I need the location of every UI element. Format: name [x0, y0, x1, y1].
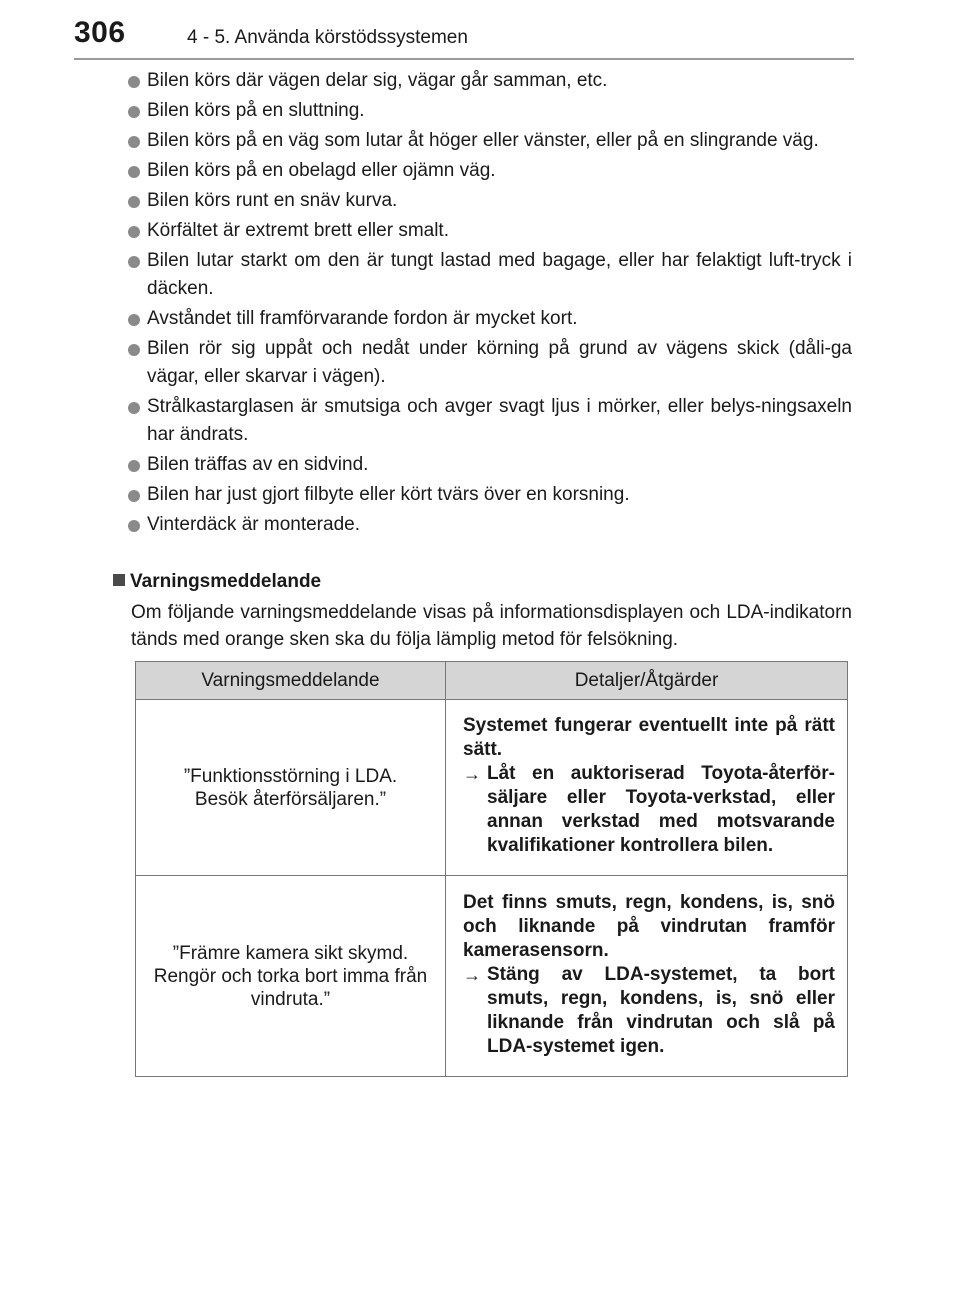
action-text: Stäng av LDA-systemet, ta bort smuts, regn, kondens, is, snö eller liknande från vindrutan och slå på LDA-systemet igen.	[487, 963, 835, 1057]
subheading	[113, 569, 853, 595]
action-text: Låt en auktoriserad Toyota-återför-säljare eller Toyota-verkstad, eller annan verkstad med motsvarande kvalifikationer kontrollera bilen.	[487, 763, 835, 856]
list-item	[128, 481, 852, 509]
bullet-dot-icon	[128, 256, 140, 268]
detail-text: Det finns smuts, regn, kondens, is, snö och liknande på vindrutan framför kamerasensorn.	[463, 891, 835, 961]
warning-table	[135, 661, 848, 1077]
column-header-details: Detaljer/Åtgärder	[446, 662, 848, 700]
section-title: 4 - 5. Använda körstödssystemen	[187, 27, 468, 48]
square-marker-icon	[113, 574, 125, 586]
bullet-dot-icon	[128, 226, 140, 238]
bullet-dot-icon	[128, 520, 140, 532]
list-item-text: Bilen körs där vägen delar sig, vägar går samman, etc.	[147, 70, 608, 91]
bullet-dot-icon	[128, 344, 140, 356]
list-item	[128, 305, 852, 333]
warning-message-cell	[136, 876, 446, 1077]
list-item	[128, 511, 852, 539]
bullet-dot-icon	[128, 76, 140, 88]
list-item-text: Bilen har just gjort filbyte eller kört tvärs över en korsning.	[147, 484, 630, 505]
list-item-text: Vinterdäck är monterade.	[147, 514, 360, 535]
bullet-dot-icon	[128, 402, 140, 414]
bullet-dot-icon	[128, 196, 140, 208]
list-item	[128, 247, 852, 303]
bullet-dot-icon	[128, 106, 140, 118]
page-header	[0, 0, 960, 62]
action-step	[463, 762, 835, 858]
list-item-text: Bilen träffas av en sidvind.	[147, 454, 369, 475]
list-item-text: Avståndet till framförvarande fordon är mycket kort.	[147, 308, 578, 329]
header-divider	[74, 58, 854, 60]
list-item	[128, 157, 852, 185]
detail-text: Systemet fungerar eventuellt inte på rätt sätt.	[463, 715, 835, 760]
table-header-row	[136, 662, 848, 700]
warning-message-line: ”Främre kamera sikt skymd.	[172, 942, 409, 964]
warning-message-line: Rengör och torka bort imma från vindruta.”	[153, 965, 428, 1010]
bullet-dot-icon	[128, 314, 140, 326]
page-number: 306	[74, 16, 126, 49]
list-item-text: Bilen körs på en obelagd eller ojämn väg.	[147, 160, 496, 181]
details-cell	[446, 876, 848, 1077]
action-step	[463, 963, 835, 1059]
warning-message-cell	[136, 700, 446, 876]
intro-paragraph: Om följande varningsmeddelande visas på informationsdisplayen och LDA-indikatorn tänds med orange sken ska du följa lämplig metod för felsökning.	[131, 602, 852, 650]
warning-message-line: Besök återförsäljaren.”	[194, 788, 387, 810]
list-item-text: Bilen körs på en sluttning.	[147, 100, 365, 121]
warning-message-line: ”Funktionsstörning i LDA.	[183, 765, 398, 787]
list-item	[128, 451, 852, 479]
arrow-right-icon: →	[463, 964, 481, 985]
subheading-text: Varningsmeddelande	[130, 571, 322, 592]
list-item-text: Bilen lutar starkt om den är tungt lastad med bagage, eller har felaktigt luft-tryck i däcken.	[147, 250, 852, 299]
bullet-dot-icon	[128, 490, 140, 502]
list-item	[128, 187, 852, 215]
list-item	[128, 97, 852, 125]
bullet-dot-icon	[128, 166, 140, 178]
list-item	[128, 335, 852, 391]
list-item-text: Bilen rör sig uppåt och nedåt under körning på grund av vägens skick (dåli-ga vägar, eller skarvar i vägen).	[147, 338, 852, 387]
conditions-list	[128, 67, 852, 541]
list-item-text: Körfältet är extremt brett eller smalt.	[147, 220, 449, 241]
list-item	[128, 217, 852, 245]
list-item-text: Strålkastarglasen är smutsiga och avger svagt ljus i mörker, eller belys-ningsaxeln har ändrats.	[147, 396, 852, 445]
bullet-dot-icon	[128, 136, 140, 148]
list-item	[128, 393, 852, 449]
arrow-right-icon: →	[463, 764, 481, 784]
table-row	[136, 700, 848, 876]
list-item	[128, 127, 852, 155]
bullet-dot-icon	[128, 460, 140, 472]
details-cell	[446, 700, 848, 876]
table-row	[136, 876, 848, 1077]
list-item-text: Bilen körs runt en snäv kurva.	[147, 190, 398, 211]
list-item-text: Bilen körs på en väg som lutar åt höger eller vänster, eller på en slingrande väg.	[147, 130, 819, 151]
list-item	[128, 67, 852, 95]
column-header-message: Varningsmeddelande	[136, 662, 446, 700]
